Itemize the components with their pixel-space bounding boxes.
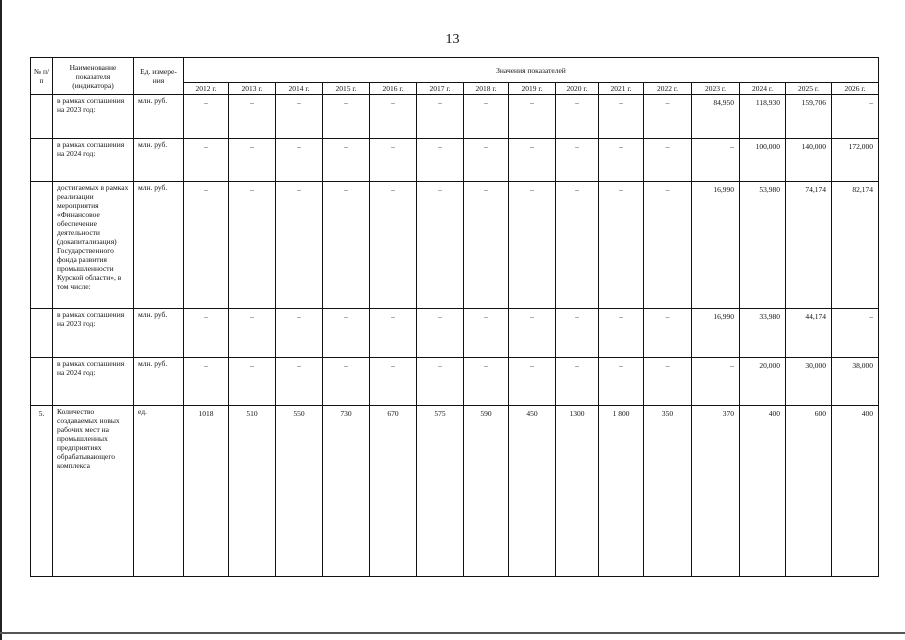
row-value: – — [276, 309, 323, 358]
row-name: Количество создаваемых новых рабочих мест на промышленных предприятиях обрабатывающего комплекса — [53, 406, 134, 577]
row-value: – — [323, 182, 370, 309]
row-value: – — [832, 309, 879, 358]
row-value: – — [276, 358, 323, 406]
row-value: – — [556, 182, 599, 309]
header-values-group: Значения показателей — [184, 58, 879, 83]
row-name: в рамках соглашения на 2024 год: — [53, 358, 134, 406]
row-num: 5. — [31, 406, 53, 577]
row-num — [31, 139, 53, 182]
row-value: – — [644, 95, 692, 139]
row-value: 1018 — [184, 406, 229, 577]
row-value: – — [464, 309, 509, 358]
row-value: – — [832, 95, 879, 139]
row-value: – — [184, 139, 229, 182]
row-value: – — [323, 309, 370, 358]
row-unit: млн. руб. — [134, 358, 184, 406]
row-value: – — [323, 95, 370, 139]
row-value: 550 — [276, 406, 323, 577]
header-year: 2025 г. — [786, 83, 832, 95]
row-value: – — [464, 182, 509, 309]
row-num — [31, 95, 53, 139]
row-value: 84,950 — [692, 95, 740, 139]
row-value: – — [464, 358, 509, 406]
row-value: – — [417, 139, 464, 182]
row-value: – — [644, 358, 692, 406]
row-value: – — [599, 309, 644, 358]
table-row — [31, 95, 879, 139]
table-row — [31, 406, 879, 577]
row-value: – — [229, 139, 276, 182]
row-value: 172,000 — [832, 139, 879, 182]
row-value: 400 — [832, 406, 879, 577]
row-value: 74,174 — [786, 182, 832, 309]
header-year: 2026 г. — [832, 83, 879, 95]
row-value: – — [417, 182, 464, 309]
row-value: – — [644, 309, 692, 358]
row-value: – — [509, 182, 556, 309]
row-value: – — [509, 139, 556, 182]
row-name: в рамках соглашения на 2023 год: — [53, 95, 134, 139]
row-value: – — [370, 139, 417, 182]
row-value: – — [599, 139, 644, 182]
header-year: 2021 г. — [599, 83, 644, 95]
row-value: 510 — [229, 406, 276, 577]
row-value: 1300 — [556, 406, 599, 577]
row-value: – — [229, 182, 276, 309]
header-num: № п/п — [31, 58, 53, 95]
row-value: – — [692, 358, 740, 406]
header-year: 2012 г. — [184, 83, 229, 95]
row-value: 20,000 — [740, 358, 786, 406]
row-value: – — [464, 139, 509, 182]
row-value: 44,174 — [786, 309, 832, 358]
page-number: 13 — [445, 32, 460, 47]
row-value: – — [184, 309, 229, 358]
row-name: достигаемых в рамках реализации мероприятия «Финансовое обеспечение деятельности (докапитализация) Государственного фонда развития промышленности Курской области», в том числе: — [53, 182, 134, 309]
row-value: 350 — [644, 406, 692, 577]
row-value: – — [276, 95, 323, 139]
row-value: – — [509, 309, 556, 358]
page-edge-bottom — [0, 632, 905, 634]
row-value: – — [556, 309, 599, 358]
row-value: – — [229, 309, 276, 358]
header-year: 2024 г. — [740, 83, 786, 95]
row-value: – — [417, 95, 464, 139]
row-value: – — [323, 358, 370, 406]
row-num — [31, 182, 53, 309]
row-unit: млн. руб. — [134, 139, 184, 182]
row-value: 590 — [464, 406, 509, 577]
row-value: – — [599, 358, 644, 406]
header-unit: Ед. измере-ния — [134, 58, 184, 95]
header-year: 2019 г. — [509, 83, 556, 95]
row-value: – — [599, 95, 644, 139]
row-value: – — [323, 139, 370, 182]
row-value: – — [509, 358, 556, 406]
row-value: 53,980 — [740, 182, 786, 309]
table-row — [31, 309, 879, 358]
row-value: 400 — [740, 406, 786, 577]
row-value: 159,706 — [786, 95, 832, 139]
row-name: в рамках соглашения на 2024 год: — [53, 139, 134, 182]
row-value: 82,174 — [832, 182, 879, 309]
header-year: 2020 г. — [556, 83, 599, 95]
row-value: – — [644, 139, 692, 182]
row-value: – — [556, 358, 599, 406]
header-year: 2018 г. — [464, 83, 509, 95]
row-num — [31, 358, 53, 406]
header-year: 2022 г. — [644, 83, 692, 95]
row-value: 600 — [786, 406, 832, 577]
row-unit: ед. — [134, 406, 184, 577]
row-value: – — [556, 95, 599, 139]
row-value: – — [184, 358, 229, 406]
indicators-table — [30, 57, 879, 577]
row-value: – — [692, 139, 740, 182]
row-value: 118,930 — [740, 95, 786, 139]
row-value: – — [464, 95, 509, 139]
row-value: 30,000 — [786, 358, 832, 406]
row-value: – — [417, 309, 464, 358]
row-value: 575 — [417, 406, 464, 577]
row-value: – — [276, 139, 323, 182]
row-value: – — [276, 182, 323, 309]
row-value: 370 — [692, 406, 740, 577]
row-value: 38,000 — [832, 358, 879, 406]
row-unit: млн. руб. — [134, 182, 184, 309]
row-value: 1 800 — [599, 406, 644, 577]
row-unit: млн. руб. — [134, 95, 184, 139]
row-value: – — [509, 95, 556, 139]
header-year: 2023 г. — [692, 83, 740, 95]
header-year: 2016 г. — [370, 83, 417, 95]
table-row — [31, 139, 879, 182]
table-row — [31, 358, 879, 406]
row-value: – — [184, 182, 229, 309]
table-body — [31, 95, 879, 577]
row-num — [31, 309, 53, 358]
row-value: – — [417, 358, 464, 406]
row-name: в рамках соглашения на 2023 год: — [53, 309, 134, 358]
row-value: 140,000 — [786, 139, 832, 182]
row-value: – — [370, 309, 417, 358]
row-unit: млн. руб. — [134, 309, 184, 358]
header-year: 2014 г. — [276, 83, 323, 95]
row-value: 16,990 — [692, 309, 740, 358]
row-value: 730 — [323, 406, 370, 577]
row-value: – — [229, 358, 276, 406]
header-name: Наименование показателя (индикатора) — [53, 58, 134, 95]
page-edge-left — [0, 0, 2, 640]
row-value: 670 — [370, 406, 417, 577]
header-year: 2017 г. — [417, 83, 464, 95]
row-value: – — [370, 95, 417, 139]
table-row — [31, 182, 879, 309]
header-year: 2013 г. — [229, 83, 276, 95]
row-value: 100,000 — [740, 139, 786, 182]
row-value: – — [556, 139, 599, 182]
row-value: 16,990 — [692, 182, 740, 309]
row-value: – — [599, 182, 644, 309]
row-value: – — [229, 95, 276, 139]
header-year: 2015 г. — [323, 83, 370, 95]
row-value: – — [370, 358, 417, 406]
row-value: – — [370, 182, 417, 309]
row-value: 33,980 — [740, 309, 786, 358]
row-value: 450 — [509, 406, 556, 577]
row-value: – — [184, 95, 229, 139]
row-value: – — [644, 182, 692, 309]
